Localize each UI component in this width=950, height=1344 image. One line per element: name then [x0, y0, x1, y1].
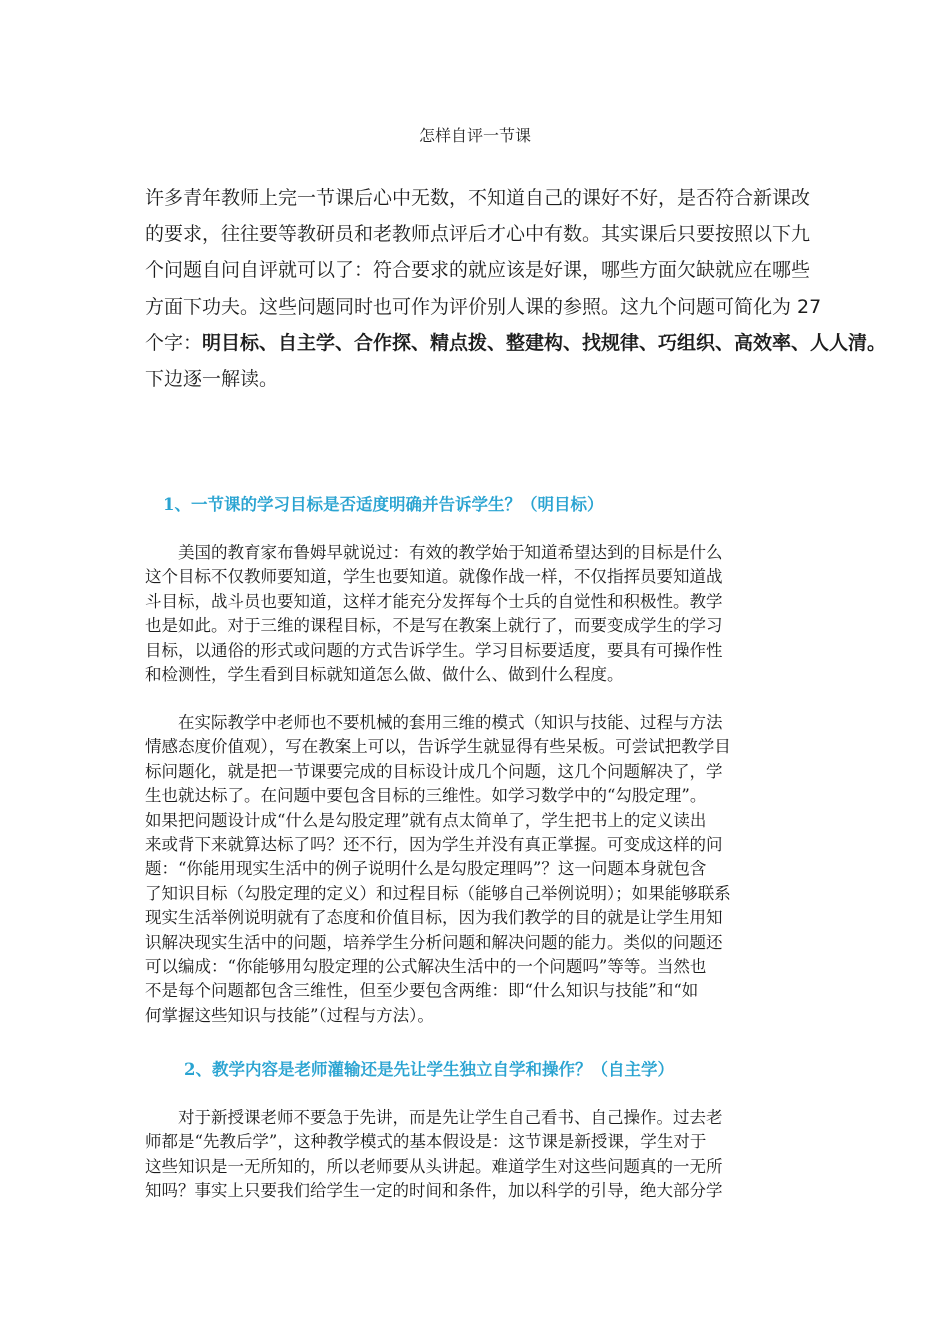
paragraph-line: 师都是“先教后学”，这种教学模式的基本假设是：这节课是新授课，学生对于: [145, 1132, 707, 1152]
paragraph-line: 题：“你能用现实生活中的例子说明什么是勾股定理吗”？这一问题本身就包含: [145, 859, 707, 879]
paragraph-line: 了知识目标（勾股定理的定义）和过程目标（能够自己举例说明）；如果能够联系: [145, 883, 731, 903]
paragraph-line: 这个目标不仅教师要知道，学生也要知道。就像作战一样，不仅指挥员要知道战: [145, 567, 723, 587]
keyword-summary: 明目标、自主学、合作探、精点拨、整建构、找规律、巧组织、高效率、人人清。: [202, 331, 887, 354]
paragraph-line: 可以编成：“你能够用勾股定理的公式解决生活中的一个问题吗”等等。当然也: [145, 957, 707, 977]
paragraph-line: 现实生活举例说明就有了态度和价值目标，因为我们教学的目的就是让学生用知: [145, 908, 723, 928]
paragraph-line: 何掌握这些知识与技能”（过程与方法）。: [145, 1005, 434, 1025]
paragraph-line: 斗目标，战斗员也要知道，这样才能充分发挥每个士兵的自觉性和积极性。教学: [145, 591, 723, 611]
paragraph-line: 这些知识是一无所知的，所以老师要从头讲起。难道学生对这些问题真的一无所: [145, 1156, 723, 1176]
paragraph-line: 也是如此。对于三维的课程目标，不是写在教案上就行了，而要变成学生的学习: [145, 616, 723, 636]
paragraph-line: 情感态度价值观），写在教案上可以，告诉学生就显得有些呆板。可尝试把教学目: [145, 737, 731, 757]
intro-line: 方面下功夫。这些问题同时也可作为评价别人课的参照。这九个问题可简化为 27: [145, 295, 822, 318]
paragraph-line: 在实际教学中老师也不要机械的套用三维的模式（知识与技能、过程与方法: [145, 713, 723, 732]
section-2-paragraph-1: [145, 1106, 815, 1204]
paragraph-line: 知吗？事实上只要我们给学生一定的时间和条件，加以科学的引导，绝大部分学: [145, 1181, 723, 1201]
paragraph-line: 生也就达标了。在问题中要包含目标的三维性。如学习数学中的“勾股定理”。: [145, 786, 707, 806]
paragraph-line: 美国的教育家布鲁姆早就说过：有效的教学始于知道希望达到的目标是什么: [145, 543, 723, 562]
paragraph-line: 对于新授课老师不要急于先讲，而是先让学生自己看书、自己操作。过去老: [145, 1108, 723, 1127]
paragraph-line: 和检测性，学生看到目标就知道怎么做、做什么、做到什么程度。: [145, 665, 624, 685]
paragraph-line: 识解决现实生活中的问题，培养学生分析问题和解决问题的能力。类似的问题还: [145, 932, 723, 952]
intro-line-prefix: 个字：: [145, 331, 203, 354]
intro-line: 下边逐一解读。: [145, 368, 279, 391]
paragraph-line: 目标，以通俗的形式或问题的方式告诉学生。学习目标要适度，要具有可操作性: [145, 640, 723, 660]
paragraph-line: 如果把问题设计成“什么是勾股定理”就有点太简单了，学生把书上的定义读出: [145, 810, 707, 830]
intro-paragraph: [145, 180, 887, 397]
intro-line: [145, 325, 887, 361]
intro-line: 个问题自问自评就可以了：符合要求的就应该是好课，哪些方面欠缺就应在哪些: [145, 259, 811, 282]
document-title: 怎样自评一节课: [418, 126, 531, 145]
section-heading-1: 1、一节课的学习目标是否适度明确并告诉学生？（明目标）: [163, 495, 604, 514]
section-1-paragraph-2: [145, 711, 815, 1028]
section-1-paragraph-1: [145, 541, 815, 687]
intro-line: 许多青年教师上完一节课后心中无数，不知道自己的课好不好，是否符合新课改: [145, 187, 811, 209]
intro-line: 的要求，往往要等教研员和老教师点评后才心中有数。其实课后只要按照以下九: [145, 223, 811, 246]
paragraph-line: 标问题化，就是把一节课要完成的目标设计成几个问题，这几个问题解决了，学: [145, 761, 723, 781]
section-heading-2: 2、教学内容是老师灌输还是先让学生独立自学和操作？（自主学）: [184, 1060, 674, 1079]
paragraph-line: 来或背下来就算达标了吗？还不行，因为学生并没有真正掌握。可变成这样的问: [145, 835, 723, 855]
paragraph-line: 不是每个问题都包含三维性，但至少要包含两维：即“什么知识与技能”和“如: [145, 981, 699, 1001]
